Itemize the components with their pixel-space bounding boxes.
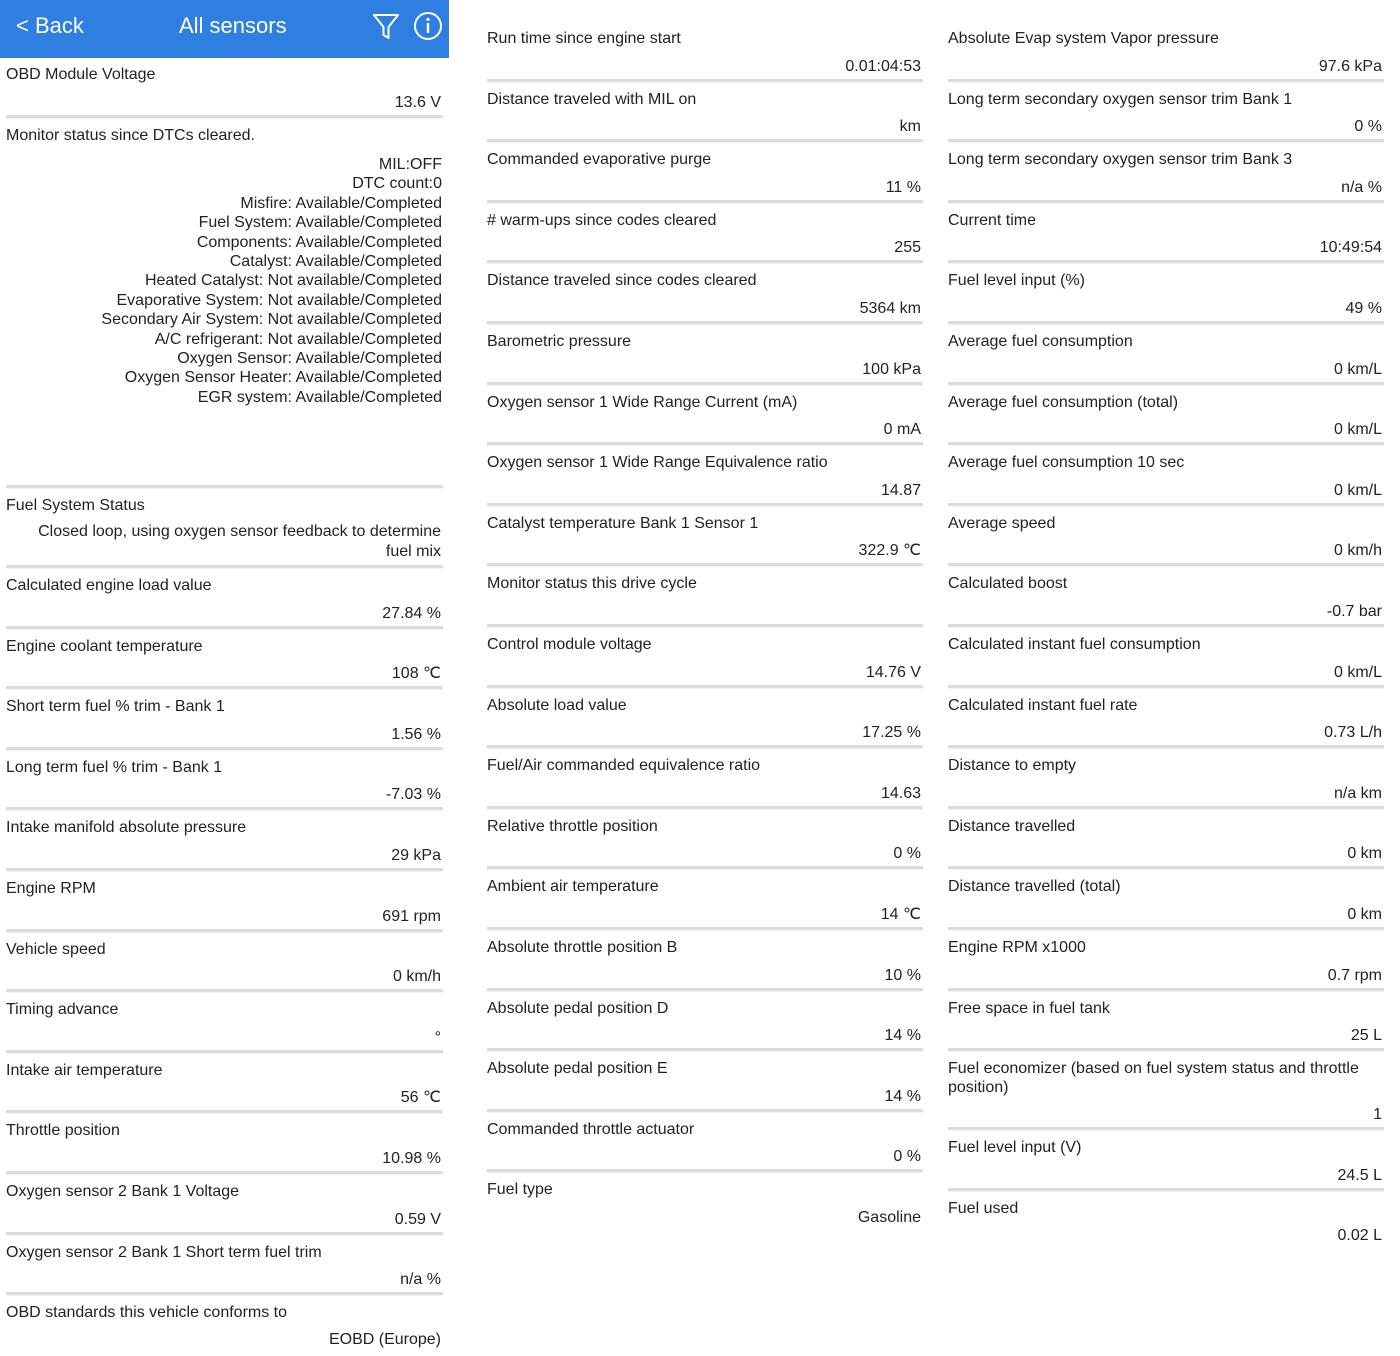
sensor-value: 0 km (1347, 905, 1382, 923)
sensor-item[interactable] (481, 143, 929, 204)
app-header (0, 0, 449, 58)
sensor-name: Calculated boost (948, 575, 1068, 593)
sensor-name: Free space in fuel tank (948, 999, 1110, 1017)
sensor-value: 14 ℃ (880, 905, 921, 923)
sensor-name: OBD Module Voltage (6, 66, 156, 83)
sensor-item[interactable] (481, 810, 929, 871)
sensor-name: Average fuel consumption 10 sec (948, 454, 1185, 472)
sensor-item[interactable] (481, 22, 929, 83)
sensor-item[interactable] (0, 1054, 449, 1115)
sensor-name: Vehicle speed (6, 940, 106, 958)
sensor-item[interactable] (942, 386, 1390, 447)
back-button[interactable]: < Back (16, 13, 84, 38)
sensor-item[interactable] (942, 567, 1390, 628)
sensor-name: Fuel level input (V) (948, 1139, 1082, 1157)
sensor-name: Short term fuel % trim - Bank 1 (6, 698, 225, 716)
monitor-status-line: Oxygen Sensor: Available/Completed (177, 350, 442, 368)
sensor-value: 100 kPa (862, 360, 921, 378)
sensor-item-fuel-system-status[interactable] (0, 489, 449, 569)
sensor-item[interactable] (481, 264, 929, 325)
sensor-value: 56 ℃ (400, 1089, 441, 1107)
sensor-column-3 (942, 0, 1390, 1252)
sensor-item[interactable] (942, 507, 1390, 568)
sensor-name: Fuel System Status (6, 497, 145, 514)
sensor-name: Calculated instant fuel consumption (948, 635, 1201, 653)
sensor-value: 0 km (1347, 845, 1382, 863)
sensor-value: -0.7 bar (1326, 602, 1382, 620)
monitor-status-line: Misfire: Available/Completed (240, 194, 442, 212)
monitor-status-line: A/C refrigerant: Not available/Completed (154, 330, 442, 348)
sensor-name: Throttle position (6, 1122, 120, 1140)
sensor-name: Ambient air temperature (487, 878, 659, 896)
sensor-name: Oxygen sensor 2 Bank 1 Voltage (6, 1182, 240, 1200)
sensor-item[interactable] (942, 870, 1390, 931)
sensor-name: Fuel used (948, 1199, 1019, 1217)
sensor-name: Absolute throttle position B (487, 938, 678, 956)
sensor-name: Average fuel consumption (948, 332, 1133, 350)
sensor-item[interactable] (942, 1131, 1390, 1192)
sensor-value: 108 ℃ (391, 665, 441, 683)
sensor-item[interactable] (942, 204, 1390, 265)
sensor-name: Absolute load value (487, 696, 627, 714)
sensor-list (481, 0, 929, 1234)
sensor-item[interactable] (0, 811, 449, 872)
sensor-value: 14.76 V (865, 663, 921, 681)
page-title: All sensors (179, 13, 287, 38)
sensor-name: Monitor status this drive cycle (487, 575, 697, 593)
sensor-value: 0 km/L (1333, 360, 1382, 378)
sensor-item[interactable] (0, 1114, 449, 1175)
sensor-name: Long term secondary oxygen sensor trim Bank 1 (948, 90, 1293, 108)
sensor-item[interactable] (481, 446, 929, 507)
sensor-value: 10:49:54 (1319, 239, 1382, 257)
sensor-name: Distance to empty (948, 757, 1077, 775)
sensor-item[interactable] (481, 870, 929, 931)
sensor-value: 0 km/h (392, 968, 441, 986)
sensor-item[interactable] (0, 1175, 449, 1236)
sensor-value: 14 % (884, 1027, 921, 1045)
sensor-name: Catalyst temperature Bank 1 Sensor 1 (487, 514, 759, 532)
sensor-name: Fuel/Air commanded equivalence ratio (487, 757, 761, 775)
sensor-item[interactable] (942, 143, 1390, 204)
sensor-item[interactable] (481, 1173, 929, 1234)
sensor-name: Timing advance (6, 1001, 119, 1019)
sensor-value: 25 L (1350, 1027, 1382, 1045)
sensor-name: Engine RPM (6, 879, 96, 897)
sensor-item[interactable] (0, 993, 449, 1054)
sensor-value: 0 km/L (1333, 663, 1382, 681)
sensor-item-monitor-status[interactable] (0, 119, 449, 489)
sensor-name: Long term fuel % trim - Bank 1 (6, 758, 223, 776)
sensor-value: 49 % (1345, 299, 1382, 317)
sensor-name: Oxygen sensor 1 Wide Range Equivalence ratio (487, 454, 828, 472)
sensor-value: 1 (1373, 1106, 1382, 1124)
sensor-list (942, 0, 1390, 1252)
sensor-item[interactable] (942, 749, 1390, 810)
sensor-value: 13.6 V (394, 94, 441, 111)
sensor-item[interactable] (942, 22, 1390, 83)
sensor-item[interactable] (481, 749, 929, 810)
sensor-value: 10.98 % (382, 1149, 441, 1167)
sensor-value: 0.02 L (1337, 1227, 1382, 1245)
sensor-value: 14.87 (880, 481, 921, 499)
sensor-name: Fuel level input (%) (948, 272, 1085, 290)
sensor-item[interactable] (481, 567, 929, 628)
sensor-name: Fuel type (487, 1181, 553, 1199)
sensor-value: 29 kPa (391, 846, 441, 864)
sensor-value: 97.6 kPa (1318, 57, 1382, 75)
monitor-status-line: Secondary Air System: Not available/Completed (101, 311, 442, 329)
monitor-status-line: Heated Catalyst: Not available/Completed (144, 272, 442, 290)
sensor-value: EOBD (Europe) (328, 1331, 441, 1349)
sensor-name: Calculated instant fuel rate (948, 696, 1138, 714)
sensor-name: # warm-ups since codes cleared (487, 211, 717, 229)
sensor-value: 0.59 V (394, 1210, 441, 1228)
sensor-value: Gasoline (857, 1208, 921, 1226)
sensor-item[interactable] (942, 1052, 1390, 1131)
sensor-value: 0 mA (883, 421, 921, 439)
sensor-name: Intake air temperature (6, 1061, 163, 1079)
sensor-value: 1.56 % (391, 725, 441, 743)
sensor-item[interactable] (481, 689, 929, 750)
sensor-item-obd-standards[interactable] (0, 1296, 449, 1356)
sensor-name: OBD standards this vehicle conforms to (6, 1304, 288, 1322)
sensor-name: Intake manifold absolute pressure (6, 819, 247, 837)
sensor-value: 14 % (884, 1087, 921, 1105)
sensor-name: Absolute Evap system Vapor pressure (948, 30, 1219, 47)
info-icon[interactable] (413, 10, 443, 42)
sensor-value: 11 % (885, 178, 921, 196)
sensor-name: Current time (948, 211, 1037, 229)
monitor-status-line: MIL:OFF (378, 156, 442, 173)
sensor-item[interactable] (942, 264, 1390, 325)
sensor-value: 27.84 % (382, 604, 441, 622)
sensor-item[interactable] (0, 1236, 449, 1297)
sensor-name: Oxygen sensor 1 Wide Range Current (mA) (487, 393, 798, 411)
sensor-name: Relative throttle position (487, 817, 658, 835)
monitor-status-line: Components: Available/Completed (196, 233, 442, 251)
sensor-name: Engine RPM x1000 (948, 938, 1086, 956)
sensor-item[interactable] (481, 325, 929, 386)
filter-icon[interactable] (372, 12, 400, 42)
monitor-status-line: DTC count:0 (352, 175, 442, 193)
sensor-value: Closed loop, using oxygen sensor feedback to determine fuel mix (38, 523, 441, 560)
sensor-item[interactable] (481, 628, 929, 689)
sensor-item[interactable] (481, 992, 929, 1053)
sensor-item[interactable] (942, 810, 1390, 871)
sensor-list (0, 569, 449, 1296)
sensor-name: Distance traveled with MIL on (487, 90, 697, 108)
sensor-item[interactable] (942, 931, 1390, 992)
sensor-value: 0 km/L (1333, 421, 1382, 439)
sensor-value: 17.25 % (862, 724, 921, 742)
sensor-item[interactable] (942, 689, 1390, 750)
monitor-status-line: Fuel System: Available/Completed (198, 214, 442, 232)
sensor-item[interactable] (0, 751, 449, 812)
sensor-item-obd-voltage[interactable] (0, 58, 449, 119)
sensor-value: 0 % (893, 1148, 921, 1166)
sensor-value: 322.9 ℃ (858, 542, 921, 560)
sensor-name: Fuel economizer (based on fuel system status and throttle position) (948, 1060, 1359, 1097)
sensor-name: Absolute pedal position D (487, 999, 669, 1017)
sensor-value: 691 rpm (382, 907, 441, 925)
sensor-name: Distance travelled (total) (948, 878, 1121, 896)
sensor-value: 10 % (884, 966, 921, 984)
monitor-status-line: EGR system: Available/Completed (197, 388, 442, 406)
monitor-status-line: Evaporative System: Not available/Completed (116, 291, 442, 309)
sensor-value: n/a km (1333, 784, 1382, 802)
sensor-value: 24.5 L (1337, 1166, 1382, 1184)
sensor-value: 0 % (893, 845, 921, 863)
sensor-value: n/a % (1341, 178, 1382, 196)
sensor-name: Commanded evaporative purge (487, 151, 712, 169)
sensor-value: 5364 km (859, 299, 921, 317)
monitor-status-line: Oxygen Sensor Heater: Available/Completed (124, 369, 442, 387)
sensor-value: 14.63 (880, 784, 921, 802)
sensor-item[interactable] (481, 386, 929, 447)
sensor-value: 0 km/L (1333, 481, 1382, 499)
sensor-name: Barometric pressure (487, 332, 632, 350)
sensor-value: 0 % (1354, 118, 1382, 136)
sensor-item[interactable] (942, 992, 1390, 1053)
sensor-value: n/a % (400, 1271, 441, 1289)
sensor-item[interactable] (0, 690, 449, 751)
sensor-item[interactable] (942, 83, 1390, 144)
sensor-name: Distance traveled since codes cleared (487, 272, 757, 290)
sensor-name: Run time since engine start (487, 30, 681, 47)
sensor-name: Monitor status since DTCs cleared. (6, 127, 255, 144)
sensor-item[interactable] (942, 446, 1390, 507)
monitor-status-line: Catalyst: Available/Completed (229, 253, 442, 271)
sensor-item[interactable] (0, 630, 449, 691)
sensor-name: Engine coolant temperature (6, 637, 203, 655)
sensor-item[interactable] (481, 1052, 929, 1113)
sensor-value: 0.73 L/h (1324, 724, 1382, 742)
sensor-name: Calculated engine load value (6, 577, 212, 594)
sensor-name: Absolute pedal position E (487, 1060, 668, 1078)
sensor-item[interactable] (942, 1192, 1390, 1253)
sensor-name: Distance travelled (948, 817, 1076, 835)
sensor-item[interactable] (481, 507, 929, 568)
sensor-value: 0.01:04:53 (845, 57, 921, 75)
sensor-value: 0 km/h (1333, 542, 1382, 560)
sensor-item[interactable] (0, 569, 449, 630)
sensor-value: km (899, 118, 921, 136)
sensor-item[interactable] (0, 933, 449, 994)
sensor-value: ° (434, 1028, 441, 1046)
monitor-status-lines (101, 155, 442, 407)
sensor-item[interactable] (0, 872, 449, 933)
sensor-value: -7.03 % (385, 786, 441, 804)
sensor-column-1 (0, 0, 449, 1356)
sensor-column-2 (481, 0, 929, 1234)
sensor-name: Average fuel consumption (total) (948, 393, 1179, 411)
sensor-name: Control module voltage (487, 635, 652, 653)
sensor-item[interactable] (481, 204, 929, 265)
sensor-value: 255 (894, 239, 921, 257)
sensor-name: Long term secondary oxygen sensor trim Bank 3 (948, 151, 1293, 169)
sensor-value: 0.7 rpm (1327, 966, 1382, 984)
sensor-item[interactable] (481, 931, 929, 992)
sensor-name: Oxygen sensor 2 Bank 1 Short term fuel trim (6, 1243, 322, 1261)
sensor-item[interactable] (942, 628, 1390, 689)
sensor-name: Average speed (948, 514, 1056, 532)
sensor-item[interactable] (481, 1113, 929, 1174)
sensor-name: Commanded throttle actuator (487, 1120, 695, 1138)
sensor-item[interactable] (481, 83, 929, 144)
sensor-item[interactable] (942, 325, 1390, 386)
